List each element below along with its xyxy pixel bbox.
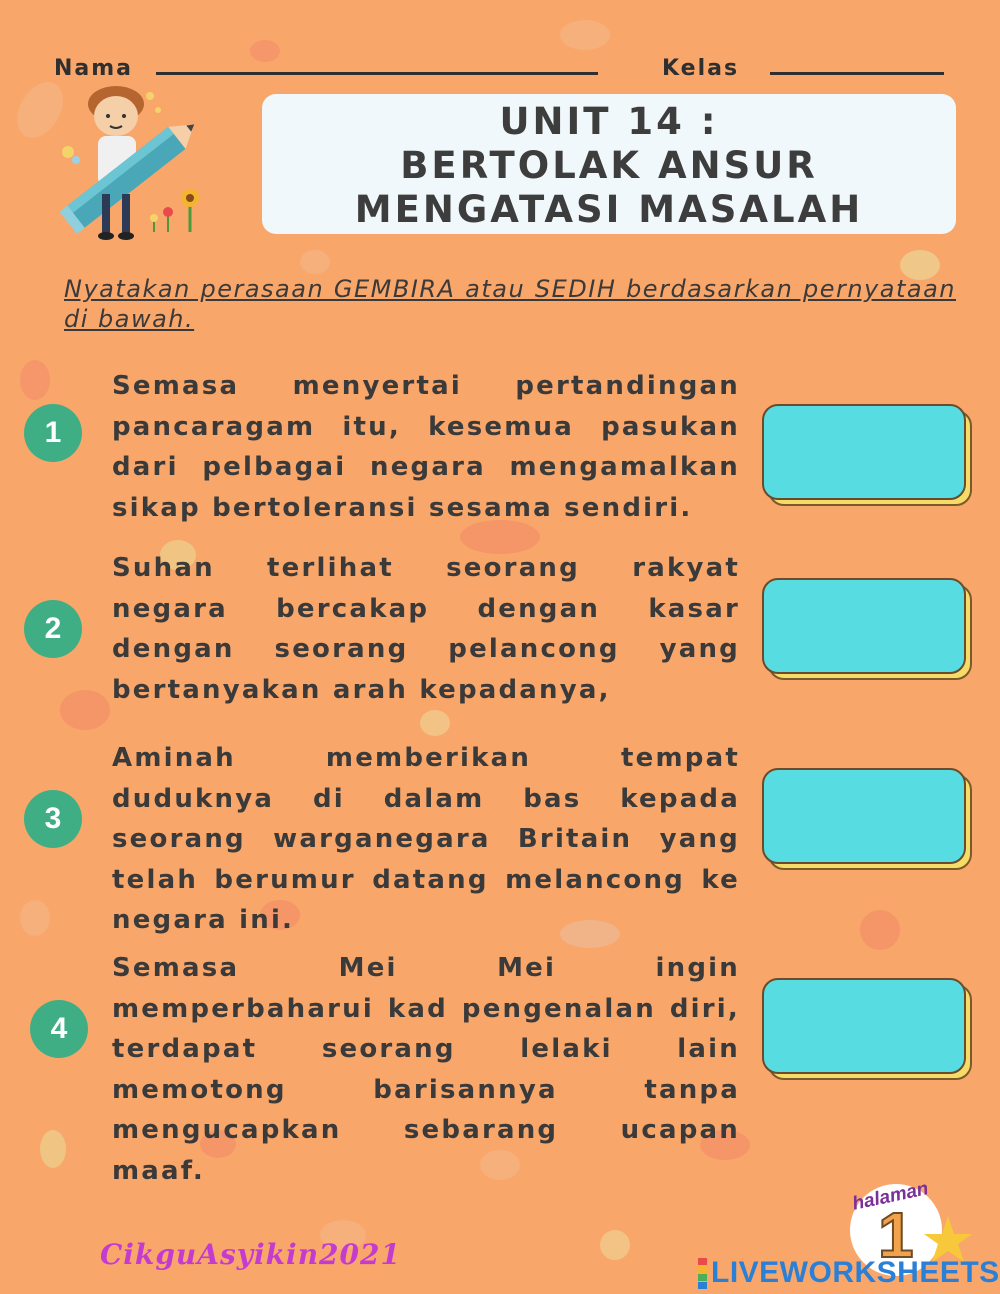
liveworksheets-icon (698, 1258, 707, 1289)
answer-box-1[interactable] (762, 404, 966, 500)
author-signature: CikguAsyikin2021 (100, 1238, 401, 1271)
answer-box-2[interactable] (762, 578, 966, 674)
answer-wrapper-3 (762, 768, 974, 872)
question-number-3: 3 (24, 790, 82, 848)
title-line-3: MENGATASI MASALAH (354, 188, 864, 231)
class-field[interactable] (770, 72, 944, 75)
name-field[interactable] (156, 72, 598, 75)
title-box (262, 94, 956, 234)
title-line-1: UNIT 14 : (499, 100, 719, 143)
answer-box-3[interactable] (762, 768, 966, 864)
boy-pencil-illustration (50, 82, 220, 242)
halaman-label: halaman (850, 1178, 931, 1215)
question-text-2: Suhan terlihat seorang rakyat negara bercakap dengan kasar dengan seorang pelancong yang bertanyakan arah kepadanya, (112, 553, 740, 705)
question-number-1: 1 (24, 404, 82, 462)
title-line-2: BERTOLAK ANSUR (400, 144, 818, 187)
name-label: Nama (54, 56, 134, 81)
answer-wrapper-2 (762, 578, 974, 682)
instruction-text: Nyatakan perasaan GEMBIRA atau SEDIH berdasarkan pernyataan di bawah. (64, 275, 956, 333)
question-number-2: 2 (24, 600, 82, 658)
question-text-1: Semasa menyertai pertandingan pancaragam itu, kesemua pasukan dari pelbagai negara mengamalkan sikap bertoleransi sesama sendiri. (112, 371, 740, 523)
question-number-4: 4 (30, 1000, 88, 1058)
brand-text: LIVEWORKSHEETS (711, 1256, 1000, 1289)
answer-box-4[interactable] (762, 978, 966, 1074)
answer-wrapper-1 (762, 404, 974, 508)
class-label: Kelas (662, 56, 740, 81)
question-text-3: Aminah memberikan tempat duduknya di dalam bas kepada seorang warganegara Britain yang telah berumur datang melancong ke negara ini. (112, 743, 740, 935)
halaman-number: 1 (878, 1199, 914, 1271)
answer-wrapper-4 (762, 978, 974, 1082)
question-text-4: Semasa Mei Mei ingin memperbaharui kad pengenalan diri, terdapat seorang lelaki lain memotong barisannya tanpa mengucapkan sebarang ucapan maaf. (112, 953, 740, 1186)
liveworksheets-logo[interactable] (698, 1256, 1000, 1290)
